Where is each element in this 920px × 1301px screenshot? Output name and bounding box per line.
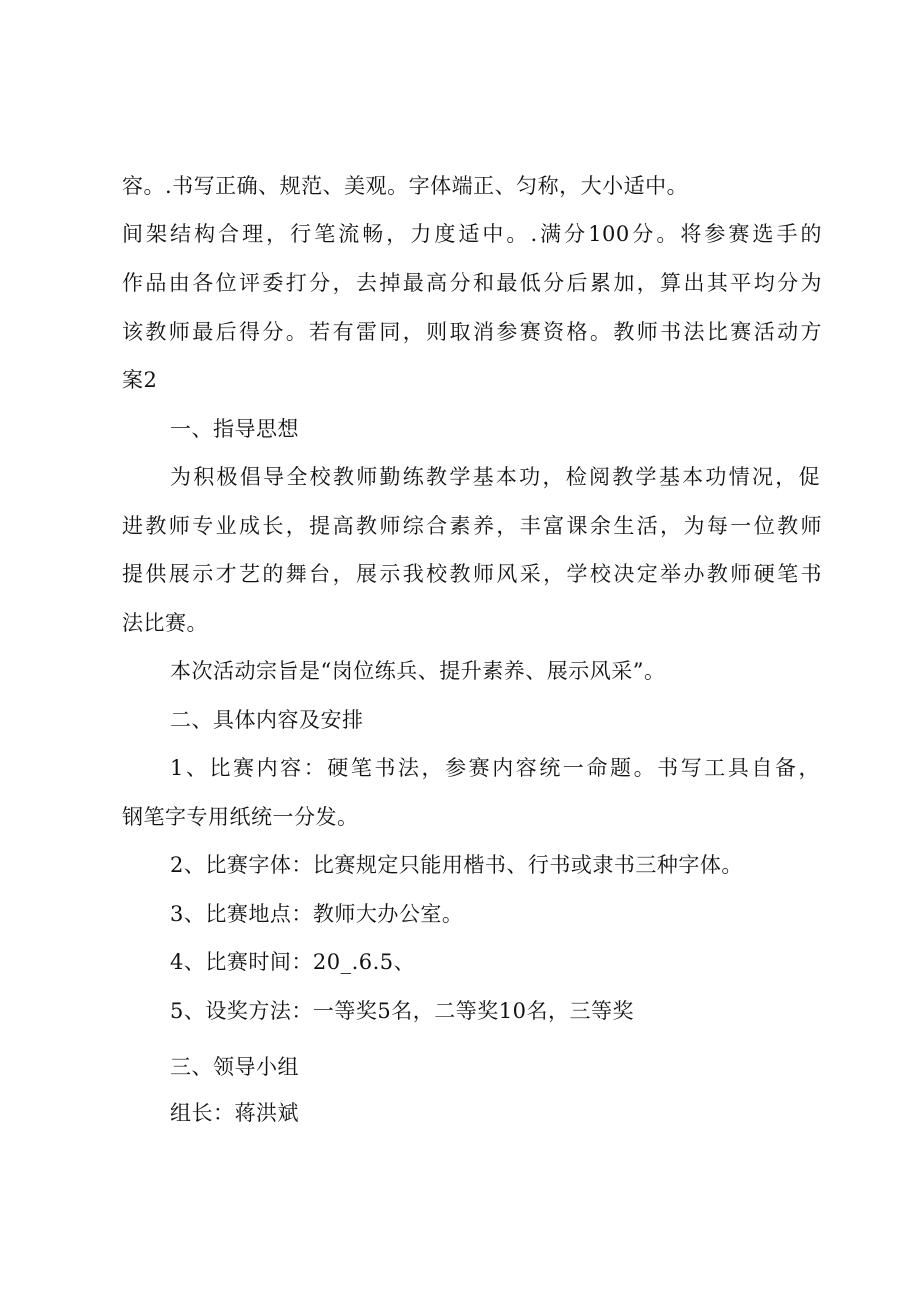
- section-heading: 三、领导小组: [170, 1055, 299, 1079]
- paragraph-line: 进教师专业成长，提高教师综合素养，丰富课余生活，为每一位教师: [122, 514, 822, 538]
- paragraph-line: 作品由各位评委打分，去掉最高分和最低分后累加，算出其平均分为: [122, 271, 822, 295]
- list-item: 5、设奖方法：一等奖5名，二等奖10名，三等奖: [170, 999, 634, 1023]
- list-item-continuation: 钢笔字专用纸统一分发。: [122, 805, 359, 829]
- list-item: 2、比赛字体：比赛规定只能用楷书、行书或隶书三种字体。: [170, 853, 743, 877]
- section-heading: 一、指导思想: [170, 417, 299, 441]
- paragraph-line: 为积极倡导全校教师勤练教学基本功，检阅教学基本功情况，促: [170, 465, 820, 489]
- list-item: 3、比赛地点：教师大办公室。: [170, 902, 464, 926]
- list-item: 4、比赛时间：20_.6.5、: [170, 950, 416, 974]
- paragraph-line: 该教师最后得分。若有雷同，则取消参赛资格。教师书法比赛活动方: [122, 320, 822, 344]
- paragraph-line: 本次活动宗旨是“岗位练兵、提升素养、展示风采”。: [170, 659, 666, 683]
- section-heading: 二、具体内容及安排: [170, 708, 364, 732]
- paragraph-line: 间架结构合理，行笔流畅，力度适中。.满分100分。将参赛选手的: [122, 222, 822, 246]
- paragraph-line: 组长：蒋洪斌: [170, 1101, 299, 1125]
- list-item: 1、比赛内容：硬笔书法，参赛内容统一命题。书写工具自备，: [170, 756, 820, 780]
- paragraph-line: 容。.书写正确、规范、美观。字体端正、匀称，大小适中。: [122, 174, 689, 198]
- paragraph-line: 提供展示才艺的舞台，展示我校教师风采，学校决定举办教师硬笔书: [122, 562, 822, 586]
- paragraph-line: 法比赛。: [122, 611, 208, 635]
- paragraph-line: 案2: [122, 368, 158, 392]
